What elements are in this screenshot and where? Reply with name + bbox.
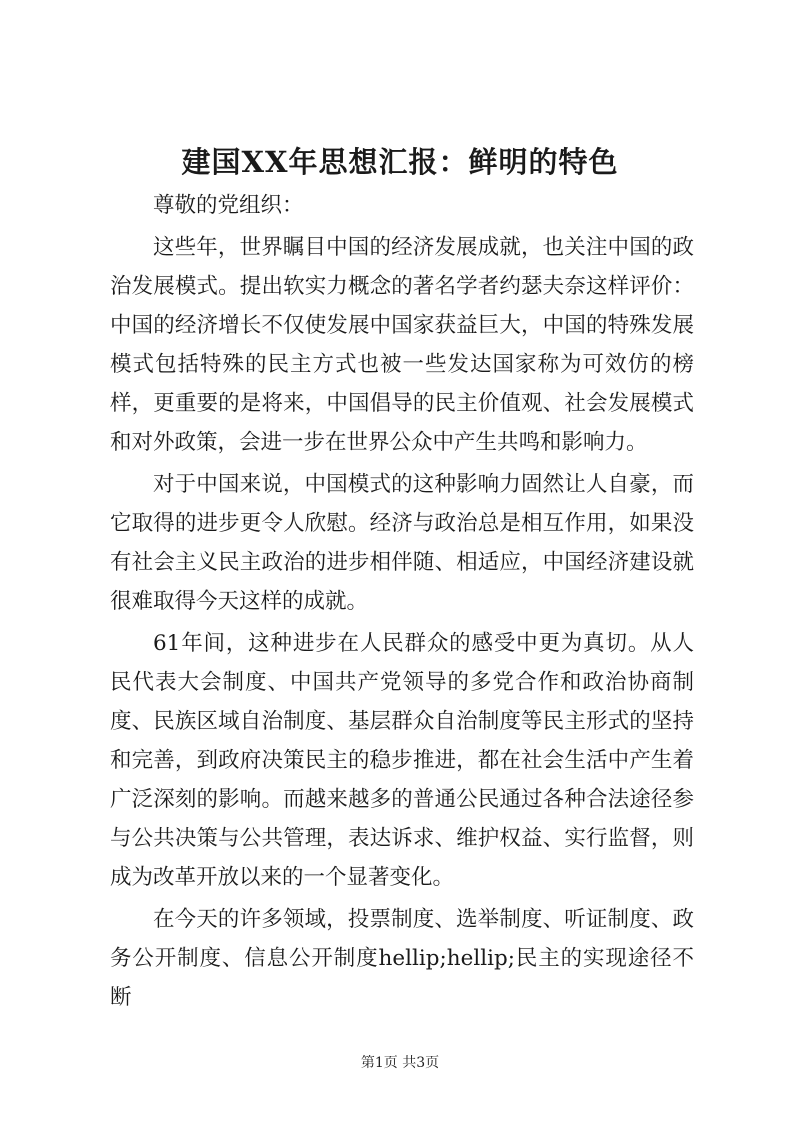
- paragraph-3: 61年间，这种进步在人民群众的感受中更为真切。从人民代表大会制度、中国共产党领导的多党合作和政治协商制度、民族区域自治制度、基层群众自治制度等民主形式的坚持和完善，到政府决策民主的稳步推进，都在社会生活中产生着广泛深刻的影响。而越来越多的普通公民通过各种合法途径参与公共决策与公共管理，表达诉求、维护权益、实行监督，则成为改革开放以来的一个显著变化。: [110, 631, 694, 890]
- paragraph-2: 对于中国来说，中国模式的这种影响力固然让人自豪，而它取得的进步更令人欣慰。经济与政治总是相互作用，如果没有社会主义民主政治的进步相伴随、相适应，中国经济建设就很难取得今天这样的成就。: [110, 472, 694, 614]
- page-footer: 第1页 共3页: [360, 1055, 440, 1071]
- paragraph-1: 这些年，世界瞩目中国的经济发展成就，也关注中国的政治发展模式。提出软实力概念的著名学者约瑟夫奈这样评价：中国的经济增长不仅使发展中国家获益巨大，中国的特殊发展模式包括特殊的民主方式也被一些发达国家称为可效仿的榜样，更重要的是将来，中国倡导的民主价值观、社会发展模式和对外政策，会进一步在世界公众中产生共鸣和影响力。: [110, 235, 694, 455]
- document-body: [110, 186, 694, 1020]
- salutation: 尊敬的党组织：: [153, 193, 304, 218]
- document-title: 建国XX年思想汇报：鲜明的特色: [181, 145, 619, 179]
- paragraph-4: 在今天的许多领域，投票制度、选举制度、听证制度、政务公开制度、信息公开制度hellip;hellip;民主的实现途径不断: [110, 907, 694, 1010]
